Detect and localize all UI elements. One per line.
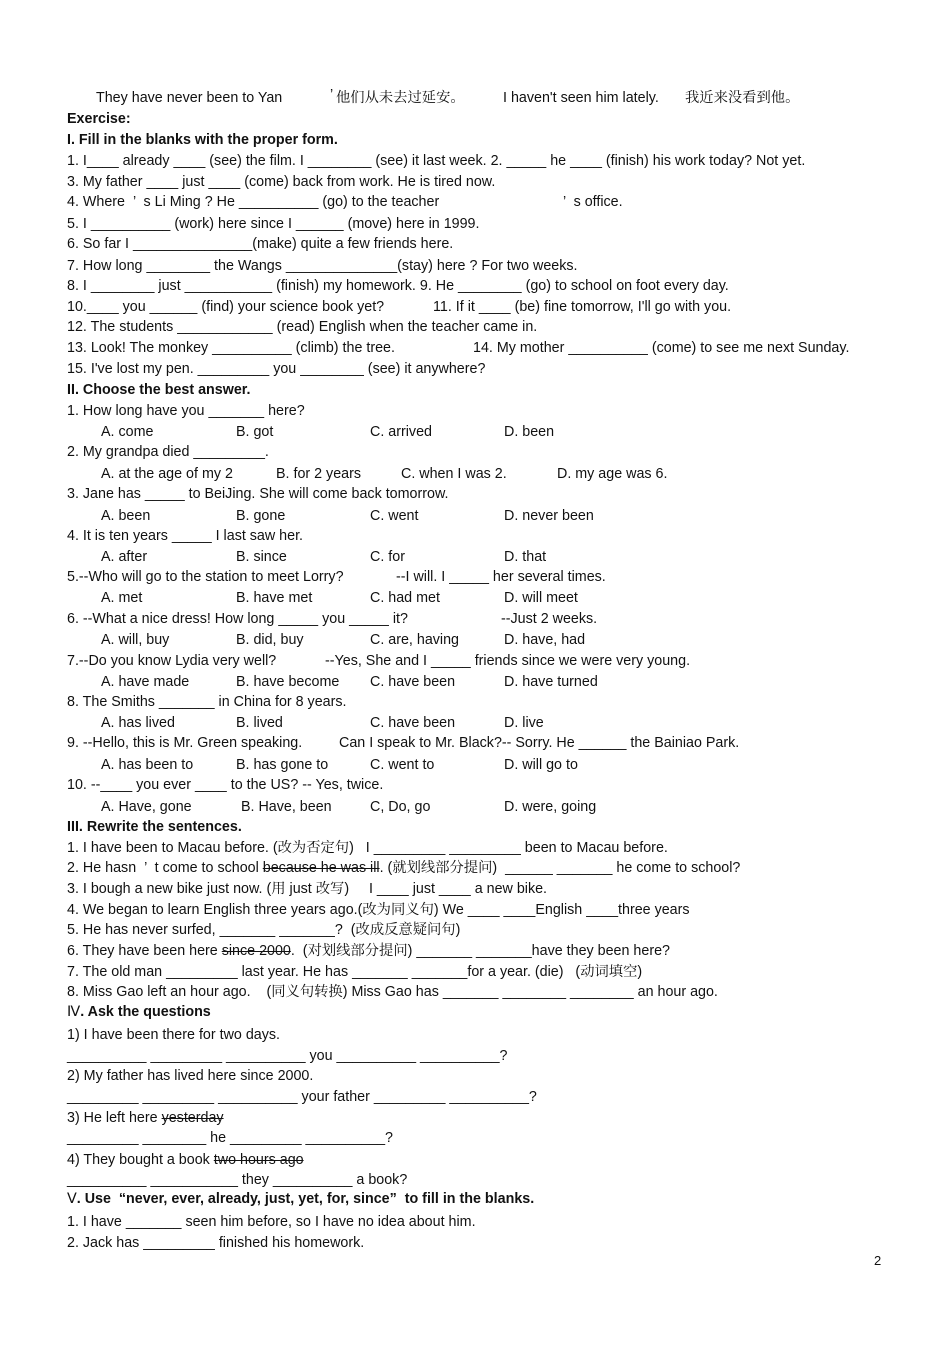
rewrite-text: 1. I have been to Macau before. ( <box>67 840 278 856</box>
question: 8. The Smiths _______ in China for 8 years. <box>67 694 347 710</box>
rewrite-line-1 <box>67 839 668 857</box>
rewrite-text: ) <box>637 964 643 980</box>
rewrite-text: ) I ____ just ____ a new bike. <box>344 881 548 897</box>
rewrite-text: 5. He has never surfed, _______ _______? ( <box>67 922 356 938</box>
rewrite-instruction: 动词填空 <box>580 964 638 980</box>
rewrite-instruction: 改为否定句 <box>277 840 350 856</box>
rewrite-text: ) <box>455 922 461 938</box>
rewrite-line-3 <box>67 880 547 898</box>
option-a: A. been <box>101 508 151 524</box>
option-a: A. met <box>101 590 143 606</box>
option-b: B. since <box>236 549 287 565</box>
question: 4. It is ten years _____ I last saw her. <box>67 528 304 544</box>
rewrite-line-5 <box>67 921 460 939</box>
ask-sentence-4 <box>67 1151 304 1169</box>
option-b: B. for 2 years <box>276 466 362 482</box>
option-b: B. lived <box>236 715 283 731</box>
answer-blank-line: _________ _________ __________ your father _________ __________? <box>67 1089 537 1105</box>
s1-line: 5. I __________ (work) here since I ______ (move) here in 1999. <box>67 216 480 232</box>
rewrite-text: 8. Miss Gao left an hour ago. ( <box>67 984 272 1000</box>
s1-line: 8. I ________ just ___________ (finish) my homework. 9. He ________ (go) to school on foot every day. <box>67 278 729 294</box>
ask-sentence-3 <box>67 1109 224 1127</box>
option-c: C. went to <box>370 757 435 773</box>
option-c: C. had met <box>370 590 440 606</box>
underlined-phrase: two hours ago <box>213 1152 304 1168</box>
s1-line: 14. My mother __________ (come) to see me next Sunday. <box>473 340 850 356</box>
option-b: B. have met <box>236 590 313 606</box>
rewrite-line-6 <box>67 942 670 960</box>
rewrite-instruction: 改成反意疑问句 <box>355 922 456 938</box>
rewrite-instruction: 同义句转换 <box>271 984 343 1000</box>
intro-english-1: They have never been to Yan <box>96 90 283 106</box>
rewrite-line-8 <box>67 983 718 1001</box>
intro-chinese-1: 他们从未去过延安。 <box>336 90 465 106</box>
exercise-title: Exercise: <box>67 111 131 127</box>
option-a: A. will, buy <box>101 632 170 648</box>
s1-line: 1. I____ already ____ (see) the film. I ________ (see) it last week. 2. _____ he ____ (finish) his work today? Not yet. <box>67 153 806 169</box>
rewrite-text: 6. They have been here <box>67 943 222 959</box>
s1-line: 10.____ you ______ (find) your science book yet? <box>67 299 385 315</box>
option-d: D. live <box>504 715 544 731</box>
rewrite-text: . ( <box>379 860 393 876</box>
rewrite-text: ) _______ _______have they been here? <box>407 943 670 959</box>
ask-text: 3) He left here <box>67 1110 162 1126</box>
rewrite-text: ) We ____ ____English ____three years <box>433 902 690 918</box>
s1-line: 4. Where ’ s Li Ming ? He __________ (go) to the teacher <box>67 194 440 210</box>
ask-sentence: 1) I have been there for two days. <box>67 1027 280 1043</box>
s1-line: 6. So far I _______________(make) quite a few friends here. <box>67 236 454 252</box>
question-reply: --I will. I _____ her several times. <box>396 569 606 585</box>
rewrite-line-2 <box>67 859 740 877</box>
option-c: C. have been <box>370 715 456 731</box>
ask-text: 4) They bought a book <box>67 1152 214 1168</box>
answer-blank-line: __________ ___________ they __________ a book? <box>67 1172 408 1188</box>
answer-blank-line: __________ _________ __________ you __________ __________? <box>67 1048 508 1064</box>
ask-sentence: 2) My father has lived here since 2000. <box>67 1068 314 1084</box>
question-reply: Can I speak to Mr. Black?-- Sorry. He ______ the Bainiao Park. <box>339 735 740 751</box>
rewrite-instruction: 改为同义句 <box>362 902 434 918</box>
s1-line-tail: ’ s office. <box>563 194 623 210</box>
option-a: A. at the age of my 2 <box>101 466 233 482</box>
s1-line: 13. Look! The monkey __________ (climb) the tree. <box>67 340 395 356</box>
question: 2. My grandpa died _________. <box>67 444 269 460</box>
option-d: D. been <box>504 424 555 440</box>
rewrite-instruction: 用 just 改写 <box>271 881 345 897</box>
rewrite-instruction: 就划线部分提问 <box>392 860 493 876</box>
answer-blank-line: _________ ________ he _________ __________? <box>67 1130 393 1146</box>
option-c: C. have been <box>370 674 456 690</box>
rewrite-instruction: 对划线部分提问 <box>307 943 408 959</box>
option-c: C. for <box>370 549 405 565</box>
underlined-phrase: yesterday <box>161 1110 224 1126</box>
rewrite-line-4 <box>67 901 690 919</box>
section-2-title: II. Choose the best answer. <box>67 382 251 398</box>
roman-numeral: Ⅳ <box>67 1004 81 1020</box>
option-b: B. Have, been <box>241 799 332 815</box>
section-title-text: . Use “never, ever, already, just, yet, for, since” to fill in the blanks. <box>76 1191 535 1207</box>
option-d: D. my age was 6. <box>557 466 668 482</box>
question: 6. --What a nice dress! How long _____ you _____ it? <box>67 611 408 627</box>
option-d: D. will go to <box>504 757 578 773</box>
underlined-phrase: since 2000 <box>221 943 291 959</box>
option-a: A. has been to <box>101 757 194 773</box>
question: 1. How long have you _______ here? <box>67 403 305 419</box>
option-a: A. have made <box>101 674 190 690</box>
option-c: C. are, having <box>370 632 460 648</box>
question: 5.--Who will go to the station to meet Lorry? <box>67 569 344 585</box>
option-d: D. that <box>504 549 547 565</box>
option-c: C. when I was 2. <box>401 466 507 482</box>
section-4-title <box>67 1003 211 1021</box>
option-c: C. went <box>370 508 419 524</box>
intro-mark: ’ <box>330 87 334 103</box>
section-title-text: . Ask the questions <box>80 1004 211 1020</box>
s1-line: 3. My father ____ just ____ (come) back from work. He is tired now. <box>67 174 496 190</box>
rewrite-text: 7. The old man _________ last year. He has _______ _______for a year. (die) ( <box>67 964 581 980</box>
option-d: D. will meet <box>504 590 578 606</box>
intro-english-2: I haven't seen him lately. <box>503 90 659 106</box>
option-c: C, Do, go <box>370 799 431 815</box>
s1-line: 11. If it ____ (be) fine tomorrow, I'll go with you. <box>433 299 732 315</box>
fill-line: 1. I have _______ seen him before, so I have no idea about him. <box>67 1214 476 1230</box>
question: 3. Jane has _____ to BeiJing. She will come back tomorrow. <box>67 486 449 502</box>
option-a: A. has lived <box>101 715 175 731</box>
question-reply: --Just 2 weeks. <box>501 611 598 627</box>
option-d: D. never been <box>504 508 594 524</box>
section-3-title: III. Rewrite the sentences. <box>67 819 242 835</box>
option-a: A. Have, gone <box>101 799 192 815</box>
rewrite-text: ) Miss Gao has _______ ________ ________ an hour ago. <box>342 984 718 1000</box>
section-5-title <box>67 1190 534 1208</box>
option-d: D. were, going <box>504 799 597 815</box>
roman-numeral: Ⅴ <box>67 1191 77 1207</box>
option-d: D. have, had <box>504 632 586 648</box>
s1-line: 12. The students ____________ (read) English when the teacher came in. <box>67 319 538 335</box>
option-b: B. did, buy <box>236 632 304 648</box>
option-b: B. got <box>236 424 274 440</box>
option-b: B. has gone to <box>236 757 329 773</box>
question-reply: --Yes, She and I _____ friends since we were very young. <box>325 653 691 669</box>
intro-chinese-2: 我近来没看到他。 <box>685 90 800 106</box>
rewrite-text: . ( <box>290 943 308 959</box>
rewrite-text: 3. I bough a new bike just now. ( <box>67 881 272 897</box>
option-b: B. gone <box>236 508 286 524</box>
question: 7.--Do you know Lydia very well? <box>67 653 277 669</box>
rewrite-line-7 <box>67 963 642 981</box>
question: 9. --Hello, this is Mr. Green speaking. <box>67 735 303 751</box>
option-c: C. arrived <box>370 424 432 440</box>
option-d: D. have turned <box>504 674 598 690</box>
fill-line: 2. Jack has _________ finished his homework. <box>67 1235 365 1251</box>
question: 10. --____ you ever ____ to the US? -- Yes, twice. <box>67 777 384 793</box>
option-a: A. after <box>101 549 148 565</box>
rewrite-text: 4. We began to learn English three years ago.( <box>67 902 363 918</box>
option-a: A. come <box>101 424 154 440</box>
s1-line: 15. I've lost my pen. _________ you ________ (see) it anywhere? <box>67 361 486 377</box>
option-b: B. have become <box>236 674 340 690</box>
page-number: 2 <box>874 1253 882 1268</box>
section-1-title: I. Fill in the blanks with the proper form. <box>67 132 338 148</box>
s1-line: 7. How long ________ the Wangs ______________(stay) here ? For two weeks. <box>67 258 578 274</box>
rewrite-text: 2. He hasn ’ t come to school <box>67 860 263 876</box>
rewrite-text: ) ______ _______ he come to school? <box>492 860 741 876</box>
rewrite-text: ) I _________ _________ been to Macau before. <box>349 840 668 856</box>
underlined-phrase: because he was ill <box>262 860 380 876</box>
